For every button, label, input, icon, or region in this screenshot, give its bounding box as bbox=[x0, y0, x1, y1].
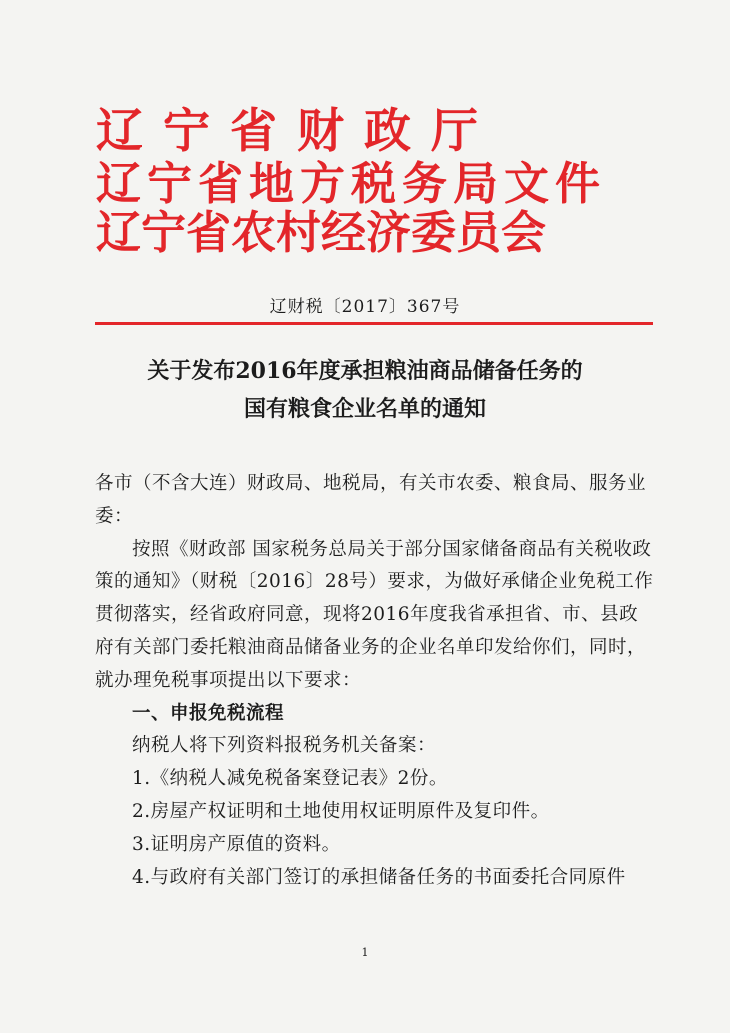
header-line-rural-committee: 辽宁省农村经济委员会 bbox=[96, 206, 547, 259]
title-line-1: 关于发布2016年度承担粮油商品储备任务的 bbox=[147, 358, 583, 384]
section-heading: 一、申报免税流程 bbox=[132, 702, 285, 724]
header-line-tax-bureau: 辽宁省地方税务局文件 bbox=[96, 157, 607, 210]
addressee-paragraph: 各市（不含大连）财政局、地税局，有关市农委、粮食局、服务业委： bbox=[95, 473, 647, 527]
intro-paragraph: 按照《财政部 国家税务总局关于部分国家储备商品有关税收政策的通知》（财税〔2016〕28号）要求，为做好承储企业免税工作贯彻落实，经省政府同意，现将2016年度我省承担省、市、县政府有关部门委托粮油商品储备业务的企业名单印发给你们，同时，就办理免税事项提出以下要求： bbox=[95, 538, 654, 691]
notice-body bbox=[95, 468, 655, 894]
list-item: 1.《纳税人减免税备案登记表》2份。 bbox=[132, 768, 448, 790]
header-line-finance-dept: 辽宁省财政厅 bbox=[96, 104, 498, 159]
notice-title bbox=[0, 352, 730, 428]
list-item: 4.与政府有关部门签订的承担储备任务的书面委托合同原件 bbox=[132, 866, 626, 888]
list-item: 2.房屋产权证明和土地使用权证明原件及复印件。 bbox=[132, 800, 550, 822]
issuing-agencies-header bbox=[96, 104, 607, 259]
document-number: 辽财税〔2017〕367号 bbox=[269, 297, 461, 317]
red-divider-line bbox=[95, 322, 653, 325]
filing-paragraph: 纳税人将下列资料报税务机关备案： bbox=[132, 735, 437, 757]
title-line-2: 国有粮食企业名单的通知 bbox=[243, 396, 486, 422]
list-item: 3.证明房产原值的资料。 bbox=[132, 833, 341, 855]
page-number: 1 bbox=[361, 946, 369, 959]
